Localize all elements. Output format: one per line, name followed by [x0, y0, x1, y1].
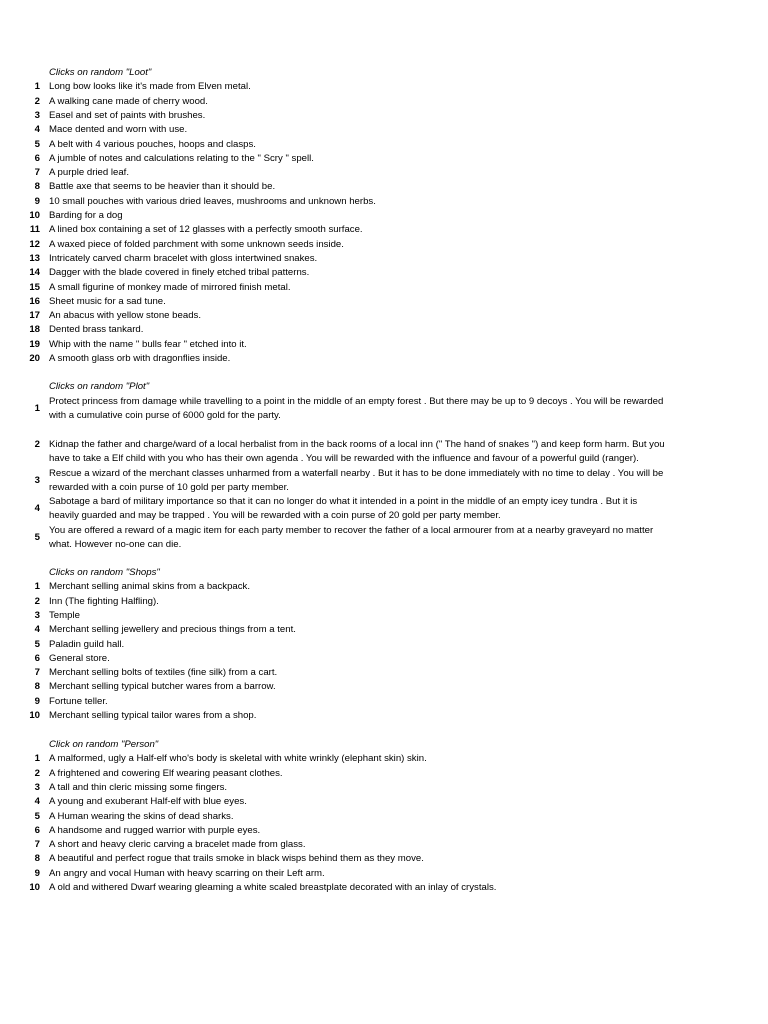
- list-item: [0, 824, 768, 838]
- item-number: 9: [34, 867, 40, 879]
- list-item: [0, 580, 768, 594]
- item-text: Fortune teller.: [49, 695, 108, 707]
- item-number: 8: [34, 181, 40, 193]
- item-text: A lined box containing a set of 12 glasses with a perfectly smooth surface.: [49, 224, 363, 236]
- item-number: 4: [34, 124, 40, 136]
- list-item: [0, 138, 768, 152]
- list-item: [0, 595, 768, 609]
- item-text: A tall and thin cleric missing some fingers.: [49, 781, 228, 793]
- list-item: [0, 609, 768, 623]
- item-number: 7: [34, 667, 40, 679]
- item-text: Merchant selling bolts of textiles (fine silk) from a cart.: [49, 667, 278, 679]
- item-text: A old and withered Dwarf wearing gleaming a white scaled breastplate decorated with an inlay of crystals.: [49, 882, 497, 893]
- item-number: 1: [34, 753, 40, 765]
- list-item: [0, 881, 768, 895]
- item-number: 4: [34, 624, 40, 636]
- item-number: 2: [34, 767, 40, 779]
- item-number: 3: [34, 781, 40, 793]
- item-text-line: with a cumulative coin purse of 6000 gold for the party.: [49, 410, 281, 422]
- list-item: [0, 495, 768, 524]
- list-item: [0, 281, 768, 295]
- item-text-line: Rescue a wizard of the merchant classes unharmed from a waterfall nearby . But it has to be done immediately with no time to delay . You will be: [49, 467, 664, 479]
- item-text: A walking cane made of cherry wood.: [49, 95, 208, 107]
- list-item: [0, 295, 768, 309]
- list-item: [0, 467, 768, 496]
- list-item: [0, 195, 768, 209]
- list-item: [0, 781, 768, 795]
- item-number: 9: [34, 695, 40, 707]
- item-text: A malformed, ugly a Half-elf who's body is skeletal with white wrinkly (elephant skin) skin.: [49, 753, 427, 765]
- item-text: A jumble of notes and calculations relating to the " Scry " spell.: [49, 152, 314, 164]
- item-text: A young and exuberant Half-elf with blue eyes.: [49, 796, 247, 808]
- item-number: 5: [34, 638, 40, 650]
- item-text-line: rewarded with a coin purse of 10 gold per party member.: [49, 481, 289, 493]
- list-item: [0, 638, 768, 652]
- item-text: A waxed piece of folded parchment with some unknown seeds inside.: [49, 238, 344, 250]
- list-item: [0, 166, 768, 180]
- item-number: 7: [34, 839, 40, 851]
- item-text-line: Kidnap the father and charge/ward of a local herbalist from in the back rooms of a local inn (" The hand of snakes ") and keep form harm. But you: [49, 439, 665, 450]
- item-number: 6: [34, 824, 40, 836]
- item-number: 3: [34, 109, 40, 121]
- item-number: 6: [34, 152, 40, 164]
- item-number: 2: [34, 439, 40, 450]
- list-item: [0, 180, 768, 194]
- item-text: Sheet music for a sad tune.: [49, 295, 166, 307]
- list-item: [0, 752, 768, 766]
- item-text: A purple dried leaf.: [49, 167, 130, 179]
- item-number: 2: [34, 95, 40, 107]
- item-text: Merchant selling typical tailor wares from a shop.: [49, 710, 257, 721]
- list-item: [0, 152, 768, 166]
- item-number: 4: [34, 796, 40, 808]
- item-number: 1: [34, 403, 40, 414]
- list-item: [0, 338, 768, 352]
- shops-heading: Clicks on random "Shops": [49, 567, 160, 578]
- plot-heading: Clicks on random "Plot": [49, 381, 150, 392]
- item-text: Merchant selling jewellery and precious things from a tent.: [49, 624, 296, 636]
- item-number: 20: [29, 353, 40, 364]
- item-number: 19: [29, 338, 40, 350]
- item-number: 15: [29, 281, 40, 293]
- item-text-line: what. However no-one can die.: [49, 539, 182, 551]
- list-item: [0, 623, 768, 637]
- item-number: 1: [34, 81, 40, 93]
- list-item: [0, 666, 768, 680]
- item-text: Dented brass tankard.: [49, 324, 144, 336]
- list-item: [0, 838, 768, 852]
- item-number: 5: [34, 138, 40, 150]
- item-text: Whip with the name " bulls fear " etched into it.: [49, 338, 247, 350]
- item-text: Intricately carved charm bracelet with gloss intertwined snakes.: [49, 252, 318, 264]
- item-number: 5: [34, 810, 40, 822]
- item-text: A frightened and cowering Elf wearing peasant clothes.: [49, 767, 283, 779]
- item-number: 13: [29, 252, 40, 264]
- item-number: 10: [29, 210, 40, 221]
- item-text: A beautiful and perfect rogue that trails smoke in black wisps behind them as they move.: [49, 853, 424, 865]
- list-item: [0, 395, 768, 424]
- list-item: [0, 323, 768, 337]
- list-item: [0, 795, 768, 809]
- item-text: Merchant selling animal skins from a backpack.: [49, 581, 251, 593]
- item-text: Barding for a dog: [49, 210, 123, 221]
- item-text: A belt with 4 various pouches, hoops and clasps.: [49, 138, 256, 150]
- item-text: A smooth glass orb with dragonflies inside.: [49, 353, 231, 364]
- item-text: Battle axe that seems to be heavier than it should be.: [49, 181, 276, 193]
- item-number: 2: [34, 595, 40, 607]
- item-text: Long bow looks like it's made from Elven metal.: [49, 81, 251, 93]
- list-item: [0, 266, 768, 280]
- item-text: General store.: [49, 652, 110, 664]
- item-text-line: heavily guarded and may be trapped . You will be rewarded with a coin purse of 20 gold per party member.: [49, 510, 501, 522]
- list-item: [0, 524, 768, 553]
- item-number: 16: [29, 295, 40, 307]
- item-text-line: have to take a Elf child with you who has their own agenda . You will be rewarded with the influence and favour of a powerful guild (ranger).: [49, 453, 639, 465]
- list-item: [0, 709, 768, 723]
- item-number: 7: [34, 167, 40, 179]
- item-text: 10 small pouches with various dried leaves, mushrooms and unknown herbs.: [49, 195, 376, 207]
- list-item: [0, 767, 768, 781]
- item-number: 14: [29, 267, 40, 279]
- item-text-line: Sabotage a bard of military importance so that it can no longer do what it intended in a point in the middle of an empty icey tundra . But it is: [49, 496, 638, 508]
- item-number: 8: [34, 681, 40, 693]
- item-number: 6: [34, 652, 40, 664]
- list-item: [0, 238, 768, 252]
- item-text: Easel and set of paints with brushes.: [49, 109, 206, 121]
- list-item: [0, 695, 768, 709]
- item-number: 5: [34, 531, 40, 543]
- list-item: [0, 109, 768, 123]
- loot-heading: Clicks on random "Loot": [49, 67, 152, 78]
- list-item: [0, 652, 768, 666]
- item-text: An abacus with yellow stone beads.: [49, 310, 201, 322]
- list-item: [0, 209, 768, 223]
- list-item: [0, 852, 768, 866]
- item-number: 10: [29, 882, 40, 893]
- item-number: 17: [29, 310, 40, 322]
- list-item: [0, 223, 768, 237]
- item-text: Paladin guild hall.: [49, 638, 125, 650]
- item-text-line: You are offered a reward of a magic item for each party member to recover the father of a local armourer from at a nearby graveyard no matter: [49, 524, 654, 536]
- item-number: 1: [34, 581, 40, 593]
- item-number: 10: [29, 710, 40, 721]
- list-item: [0, 252, 768, 266]
- item-text: Mace dented and worn with use.: [49, 124, 188, 136]
- person-heading: Click on random "Person": [49, 739, 159, 750]
- item-number: 3: [34, 474, 40, 486]
- item-text: Merchant selling typical butcher wares from a barrow.: [49, 681, 276, 693]
- item-number: 3: [34, 609, 40, 621]
- item-text: A small figurine of monkey made of mirrored finish metal.: [49, 281, 291, 293]
- item-number: 8: [34, 853, 40, 865]
- item-number: 12: [29, 238, 40, 250]
- list-item: [0, 352, 768, 366]
- item-text: Inn (The fighting Halfling).: [49, 595, 159, 607]
- list-item: [0, 680, 768, 694]
- item-text: An angry and vocal Human with heavy scarring on their Left arm.: [49, 867, 325, 879]
- list-item: [0, 438, 768, 467]
- item-text: Dagger with the blade covered in finely etched tribal patterns.: [49, 267, 310, 279]
- list-item: [0, 810, 768, 824]
- list-item: [0, 123, 768, 137]
- item-number: 9: [34, 195, 40, 207]
- list-item: [0, 867, 768, 881]
- item-number: 11: [29, 224, 40, 236]
- item-text: A Human wearing the skins of dead sharks.: [49, 810, 234, 822]
- item-text: Temple: [49, 609, 80, 621]
- item-text: A short and heavy cleric carving a bracelet made from glass.: [49, 839, 306, 851]
- item-number: 4: [34, 503, 40, 515]
- list-item: [0, 80, 768, 94]
- list-item: [0, 95, 768, 109]
- item-text-line: Protect princess from damage while travelling to a point in the middle of an empty forest . But there may be up to 9 decoys . You will be rewarded: [49, 396, 664, 407]
- list-item: [0, 309, 768, 323]
- item-text: A handsome and rugged warrior with purple eyes.: [49, 824, 261, 836]
- item-number: 18: [29, 324, 40, 336]
